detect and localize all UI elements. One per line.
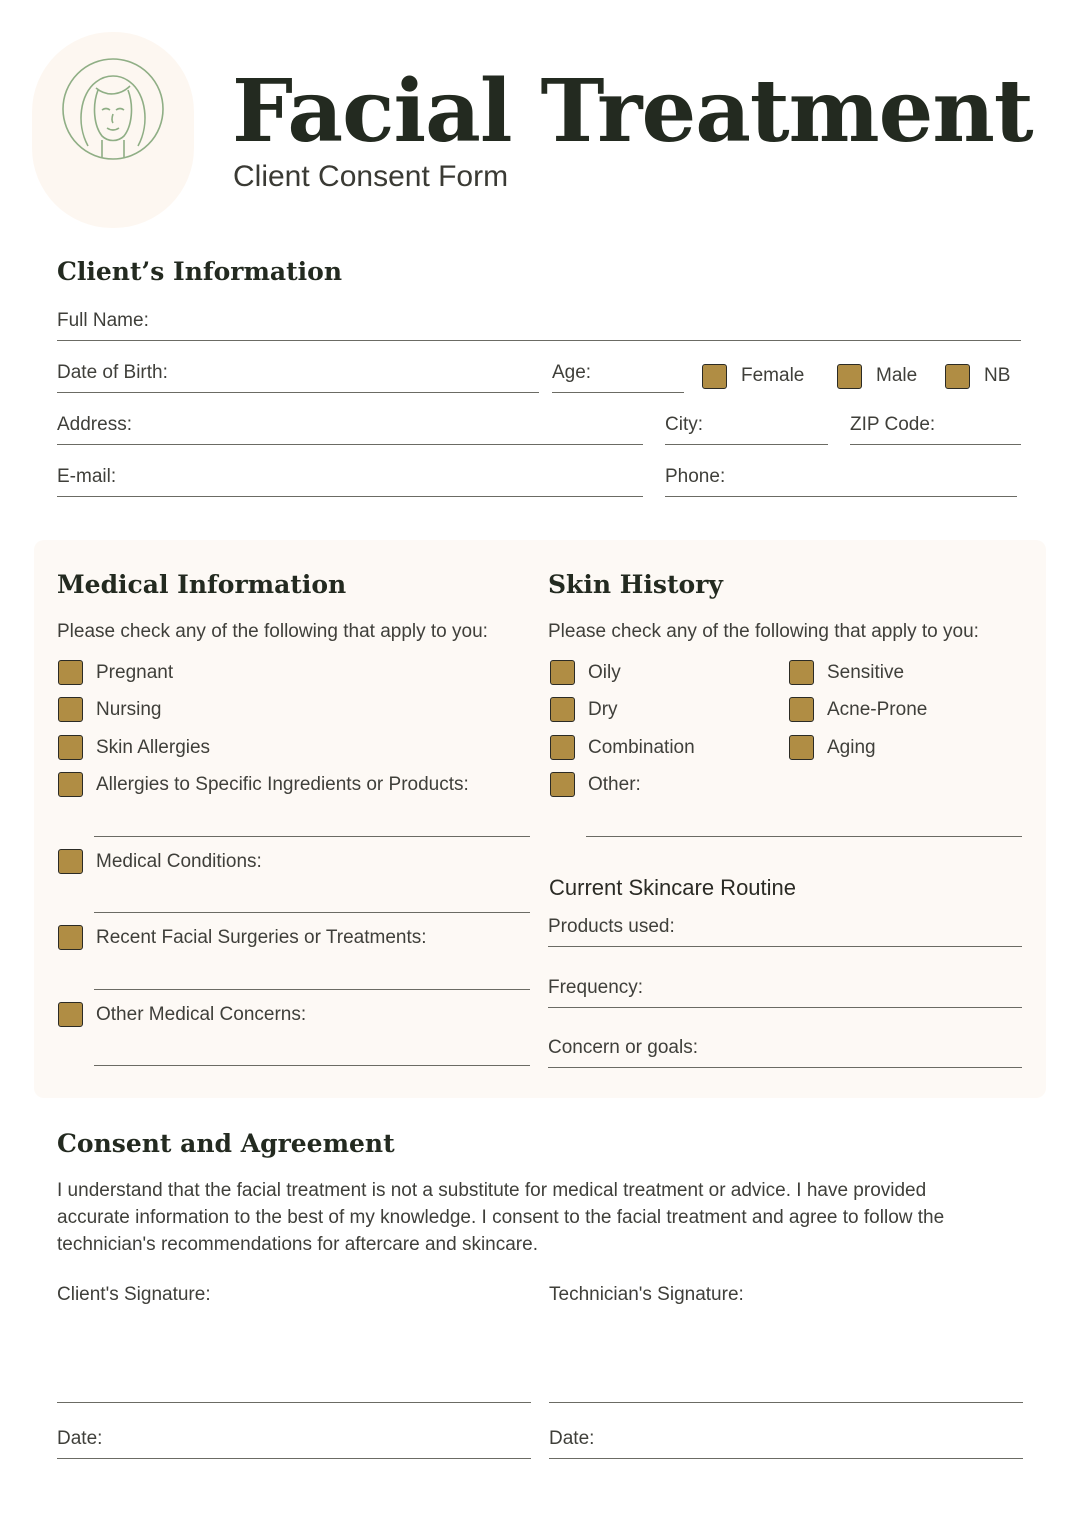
- client-info-heading: Client’s Information: [57, 257, 343, 286]
- nb-checkbox[interactable]: [945, 364, 970, 389]
- client-signature-label: Client's Signature:: [57, 1284, 211, 1305]
- client-date-field[interactable]: [57, 1428, 531, 1459]
- other-skin-label: Other:: [588, 774, 641, 795]
- skin-allergies-checkbox[interactable]: [58, 735, 83, 760]
- phone-field[interactable]: [665, 466, 1017, 497]
- other-concerns-label: Other Medical Concerns:: [96, 1004, 307, 1025]
- female-label: Female: [741, 365, 805, 386]
- ingredient-allergies-label: Allergies to Specific Ingredients or Products:: [96, 774, 469, 795]
- dob-label: Date of Birth:: [57, 362, 168, 383]
- zip-label: ZIP Code:: [850, 414, 936, 435]
- oily-checkbox[interactable]: [550, 660, 575, 685]
- acne-prone-checkbox[interactable]: [789, 697, 814, 722]
- city-label: City:: [665, 414, 703, 435]
- recent-surgeries-line[interactable]: [94, 989, 530, 990]
- full-name-label: Full Name:: [57, 310, 149, 331]
- page-title: Facial Treatment: [232, 61, 1033, 162]
- combination-label: Combination: [588, 737, 695, 758]
- medical-conditions-label: Medical Conditions:: [96, 851, 262, 872]
- combination-checkbox[interactable]: [550, 735, 575, 760]
- other-concerns-line[interactable]: [94, 1065, 530, 1066]
- male-checkbox[interactable]: [837, 364, 862, 389]
- technician-signature-line[interactable]: [549, 1402, 1023, 1403]
- consent-text: I understand that the facial treatment is not a substitute for medical treatment or advice. I have provided accurate information to the best of my knowledge. I consent to the facial treatment and agree to follow the technician's recommendations for aftercare and skincare.: [57, 1180, 945, 1255]
- phone-label: Phone:: [665, 466, 726, 487]
- address-field[interactable]: [57, 414, 643, 445]
- skin-history-heading: Skin History: [548, 570, 723, 599]
- routine-heading: Current Skincare Routine: [549, 875, 797, 900]
- concern-goals-label: Concern or goals:: [548, 1037, 698, 1058]
- age-field[interactable]: [552, 362, 684, 393]
- pregnant-checkbox[interactable]: [58, 660, 83, 685]
- other-skin-line[interactable]: [586, 836, 1022, 837]
- frequency-label: Frequency:: [548, 977, 644, 998]
- recent-surgeries-label: Recent Facial Surgeries or Treatments:: [96, 927, 427, 948]
- email-field[interactable]: [57, 466, 643, 497]
- products-used-field[interactable]: [548, 916, 1022, 947]
- oily-label: Oily: [588, 662, 621, 683]
- recent-surgeries-checkbox[interactable]: [58, 925, 83, 950]
- age-label: Age:: [552, 362, 592, 383]
- technician-date-field[interactable]: [549, 1428, 1023, 1459]
- other-skin-checkbox[interactable]: [550, 772, 575, 797]
- male-label: Male: [876, 365, 918, 386]
- medical-conditions-line[interactable]: [94, 912, 530, 913]
- dry-label: Dry: [588, 699, 618, 720]
- female-checkbox[interactable]: [702, 364, 727, 389]
- logo-badge: [32, 32, 194, 228]
- consent-heading: Consent and Agreement: [57, 1129, 395, 1158]
- skin-instruction: Please check any of the following that apply to you:: [548, 621, 979, 642]
- address-label: Address:: [57, 414, 132, 435]
- client-date-label: Date:: [57, 1428, 103, 1449]
- dry-checkbox[interactable]: [550, 697, 575, 722]
- acne-prone-label: Acne-Prone: [827, 699, 928, 720]
- city-field[interactable]: [665, 414, 828, 445]
- email-label: E-mail:: [57, 466, 117, 487]
- skin-allergies-label: Skin Allergies: [96, 737, 211, 758]
- medical-conditions-checkbox[interactable]: [58, 849, 83, 874]
- technician-date-label: Date:: [549, 1428, 595, 1449]
- nb-label: NB: [984, 365, 1011, 386]
- ingredient-allergies-checkbox[interactable]: [58, 772, 83, 797]
- aging-checkbox[interactable]: [789, 735, 814, 760]
- ingredient-allergies-line[interactable]: [94, 836, 530, 837]
- sensitive-label: Sensitive: [827, 662, 905, 683]
- other-concerns-checkbox[interactable]: [58, 1002, 83, 1027]
- nursing-checkbox[interactable]: [58, 697, 83, 722]
- client-signature-line[interactable]: [57, 1402, 531, 1403]
- aging-label: Aging: [827, 737, 876, 758]
- nursing-label: Nursing: [96, 699, 162, 720]
- products-used-label: Products used:: [548, 916, 675, 937]
- medical-instruction: Please check any of the following that apply to you:: [57, 621, 488, 642]
- zip-field[interactable]: [850, 414, 1021, 445]
- dob-field[interactable]: [57, 362, 539, 393]
- medical-heading: Medical Information: [57, 570, 347, 599]
- full-name-field[interactable]: [57, 310, 1021, 341]
- frequency-field[interactable]: [548, 977, 1022, 1008]
- page-subtitle: Client Consent Form: [233, 160, 509, 193]
- pregnant-label: Pregnant: [96, 662, 174, 683]
- concern-goals-field[interactable]: [548, 1037, 1022, 1068]
- woman-face-icon: [58, 54, 168, 164]
- sensitive-checkbox[interactable]: [789, 660, 814, 685]
- technician-signature-label: Technician's Signature:: [549, 1284, 744, 1305]
